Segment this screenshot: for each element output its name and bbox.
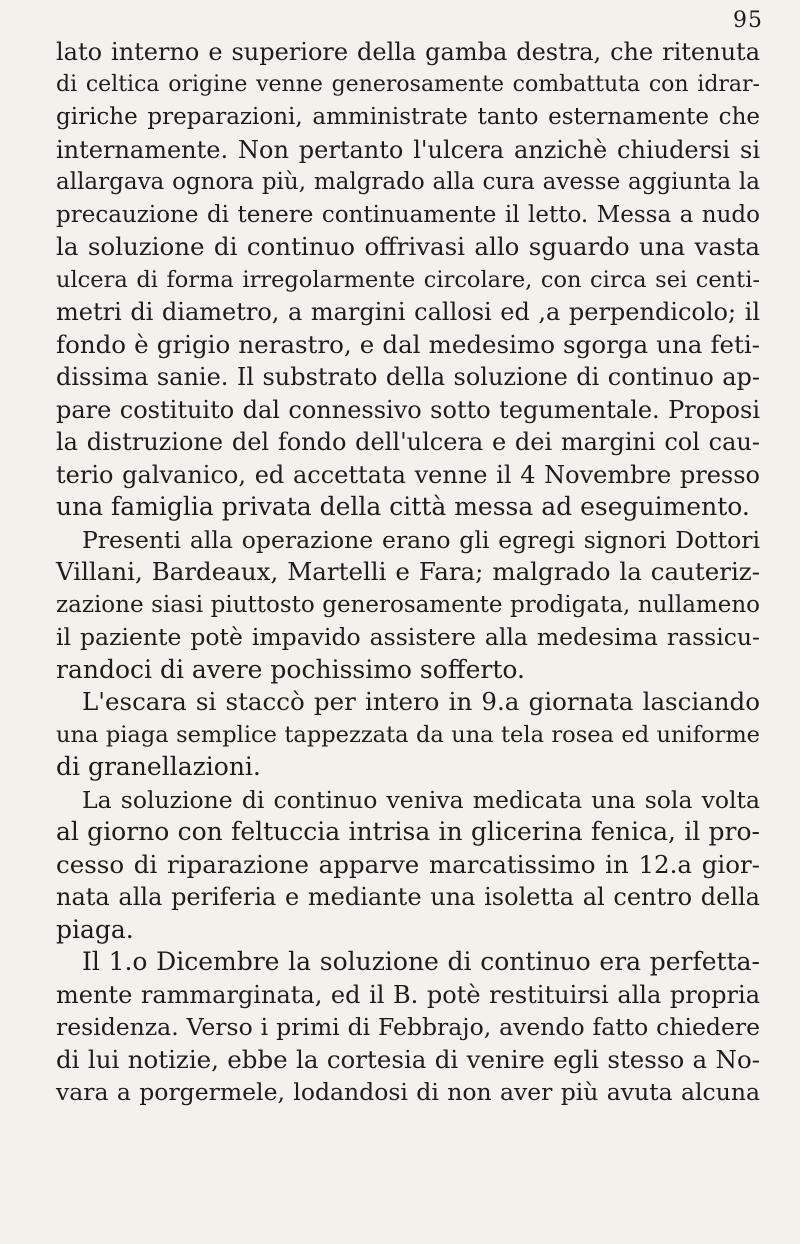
text-line: al giorno con feltuccia intrisa in glicerina fenica, il pro- (56, 817, 760, 846)
body-text (56, 36, 760, 1109)
text-line: una famiglia privata della città messa ad eseguimento. (56, 492, 750, 521)
text-line: vara a porgermele, lodandosi di non aver più avuta alcuna (56, 1078, 760, 1106)
text-line: di lui notizie, ebbe la cortesia di venire egli stesso a No- (56, 1044, 760, 1074)
text-line: La soluzione di continuo veniva medicata una sola volta (82, 785, 760, 814)
text-line: la soluzione di continuo offrivasi allo sguardo una vasta (56, 232, 760, 261)
text-line: residenza. Verso i primi di Febbrajo, avendo fatto chiedere (56, 1013, 760, 1041)
text-line: L'escara si staccò per intero in 9.a giornata lasciando (82, 687, 760, 716)
text-line: di celtica origine venne generosamente combattuta con idrar- (56, 71, 760, 97)
text-line: allargava ognora più, malgrado alla cura avesse aggiunta la (56, 169, 760, 195)
text-line: lato interno e superiore della gamba destra, che ritenuta (56, 38, 760, 66)
text-line: una piaga semplice tappezzata da una tela rosea ed uniforme (56, 721, 760, 748)
text-line: cesso di riparazione apparve marcatissimo in 12.a gior- (56, 849, 760, 879)
text-line: di granellazioni. (56, 752, 261, 781)
text-line: piaga. (56, 914, 134, 944)
text-line: internamente. Non pertanto l'ulcera anzichè chiudersi si (56, 135, 760, 164)
text-line: la distruzione del fondo dell'ulcera e dei margini col cau- (56, 428, 760, 456)
text-line: giriche preparazioni, amministrate tanto esternamente che (56, 104, 760, 130)
text-line: precauzione di tenere continuamente il letto. Messa a nudo (56, 201, 760, 228)
text-line: pare costituito dal connessivo sotto tegumentale. Proposi (56, 395, 760, 424)
text-line: zazione siasi piuttosto generosamente prodigata, nullameno (56, 591, 760, 618)
text-line: randoci di avere pochissimo sofferto. (56, 654, 525, 684)
text-line: Presenti alla operazione erano gli egregi signori Dottori (82, 525, 760, 554)
text-line: fondo è grigio nerastro, e dal medesimo sgorga una feti- (56, 329, 760, 359)
text-line: mente rammarginata, ed il B. potè restituirsi alla propria (56, 980, 760, 1009)
text-line: dissima sanie. Il substrato della soluzione di continuo ap- (56, 363, 760, 391)
text-line: Villani, Bardeaux, Martelli e Fara; malgrado la cauteriz- (56, 557, 760, 586)
text-line: metri di diametro, a margini callosi ed ,a perpendicolo; il (56, 298, 760, 326)
text-line: Il 1.o Dicembre la soluzione di continuo era perfetta- (82, 947, 760, 976)
text-line: terio galvanico, ed accettata venne il 4 Novembre presso (56, 460, 760, 489)
text-line: ulcera di forma irregolarmente circolare, con circa sei centi- (56, 266, 760, 293)
text-line: nata alla periferia e mediante una isoletta al centro della (56, 883, 760, 911)
text-line: il paziente potè impavido assistere alla medesima rassicu- (56, 623, 760, 651)
page-number: 95 (733, 8, 763, 33)
